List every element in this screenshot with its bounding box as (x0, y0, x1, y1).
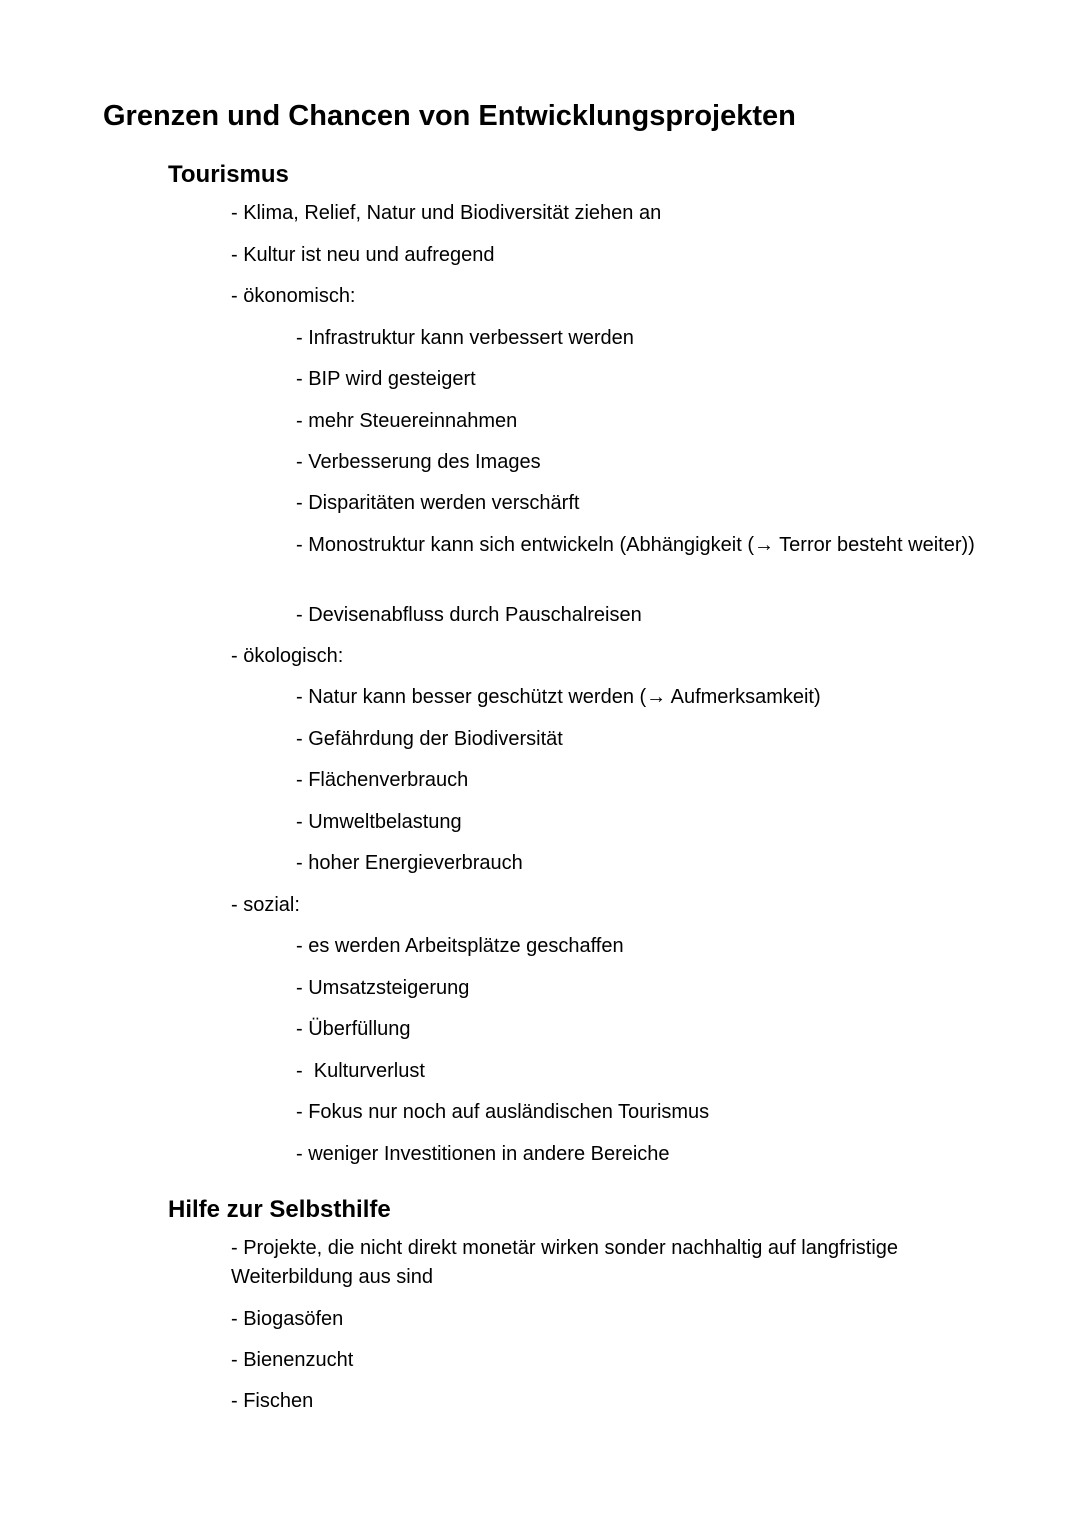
bullet-item: - Verbesserung des Images (296, 451, 541, 473)
document-title: Grenzen und Chancen von Entwicklungsprojekten (103, 100, 796, 132)
bullet-item: - BIP wird gesteigert (296, 368, 476, 390)
bullet-item: - Fokus nur noch auf ausländischen Tourismus (296, 1101, 710, 1123)
bullet-item: - Umsatzsteigerung (296, 977, 470, 999)
subheading-oekonomisch: - ökonomisch: (231, 285, 356, 307)
bullet-item: - Biogasöfen (231, 1308, 344, 1330)
bullet-item: - Umweltbelastung (296, 811, 462, 833)
section-heading-hilfe-zur-selbsthilfe: Hilfe zur Selbsthilfe (168, 1196, 391, 1223)
bullet-item: - Bienenzucht (231, 1349, 354, 1371)
section-heading-tourismus: Tourismus (168, 161, 289, 188)
bullet-item: - Überfüllung (296, 1018, 411, 1040)
subheading-sozial: - sozial: (231, 894, 300, 916)
bullet-item: - Projekte, die nicht direkt monetär wirken sonder nachhaltig auf langfristige Weiterbildung aus sind (231, 1237, 899, 1288)
bullet-item: - Kultur ist neu und aufregend (231, 244, 495, 266)
bullet-item: - Flächenverbrauch (296, 769, 469, 791)
bullet-item: - Fischen (231, 1390, 314, 1412)
bullet-item: - hoher Energieverbrauch (296, 852, 523, 874)
bullet-item: - Monostruktur kann sich entwickeln (Abhängigkeit (→ Terror besteht weiter)) (296, 534, 975, 556)
bullet-item: - es werden Arbeitsplätze geschaffen (296, 935, 624, 957)
bullet-item: - Klima, Relief, Natur und Biodiversität ziehen an (231, 202, 662, 224)
bullet-item: - Kulturverlust (296, 1060, 425, 1082)
bullet-item: - mehr Steuereinnahmen (296, 410, 518, 432)
subheading-oekologisch: - ökologisch: (231, 645, 344, 667)
bullet-item: - Infrastruktur kann verbessert werden (296, 327, 634, 349)
bullet-item: - Gefährdung der Biodiversität (296, 728, 563, 750)
bullet-item: - Devisenabfluss durch Pauschalreisen (296, 604, 642, 626)
bullet-item: - weniger Investitionen in andere Bereiche (296, 1143, 670, 1165)
bullet-item: - Disparitäten werden verschärft (296, 492, 580, 514)
bullet-item: - Natur kann besser geschützt werden (→ Aufmerksamkeit) (296, 686, 821, 708)
